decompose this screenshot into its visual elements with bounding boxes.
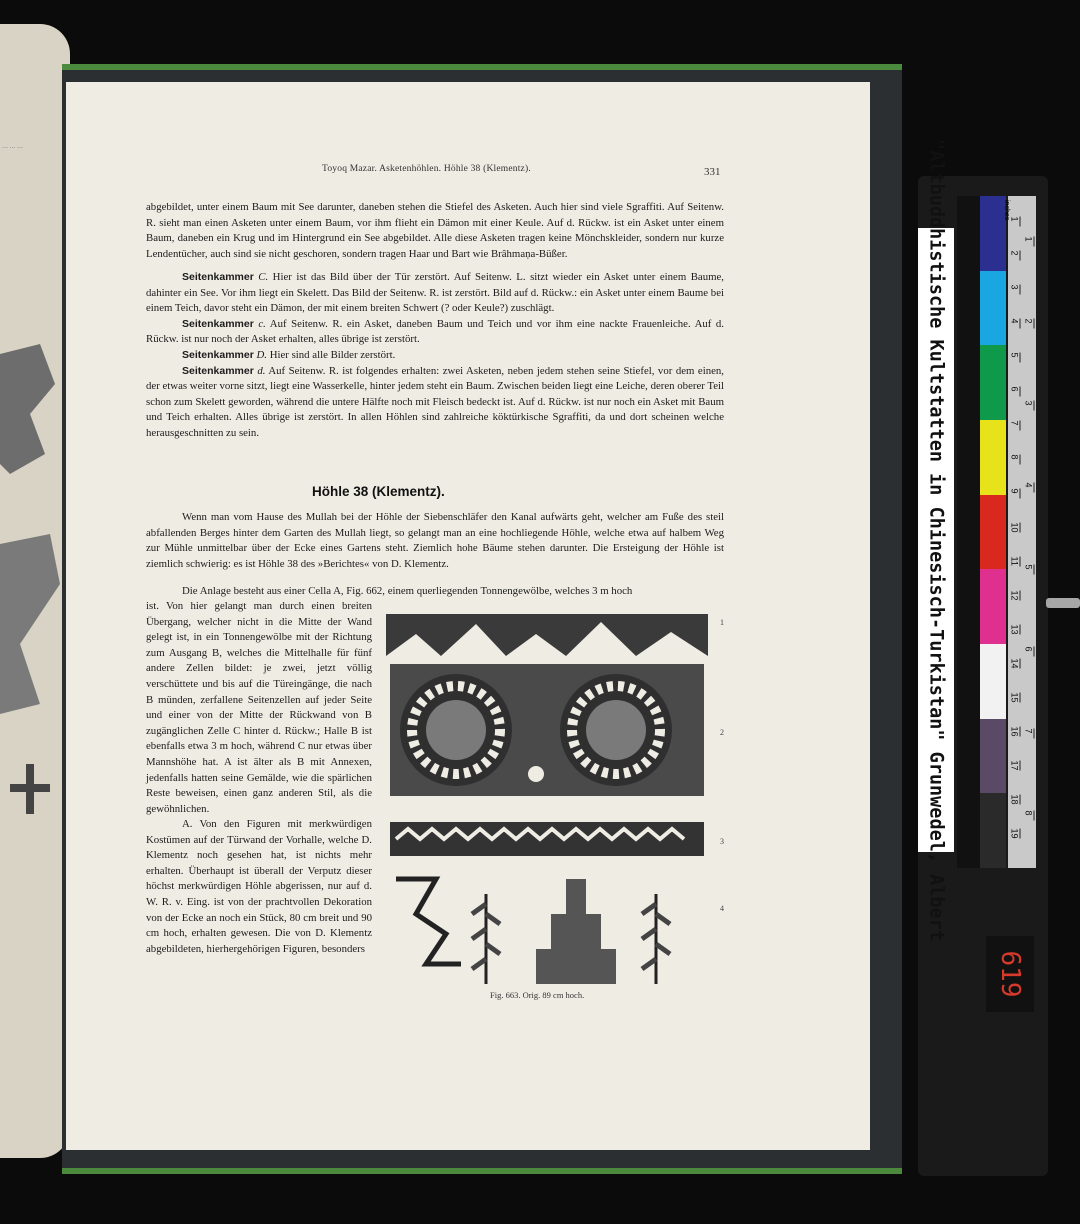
ruler-cm-tick: 14: [1009, 658, 1020, 669]
ruler-cm-tick: 8: [1010, 455, 1021, 465]
chamber-d-lower: Seitenkammer d. Auf Seitenw. R. ist folgendes erhalten: zwei Asketen, neben jedem stehen seine Stiefel, vor dem einen, der etwas weiter vorne sitzt, liegt eine Wasserkelle, hinter jedem steht ein Baum. Zwischen beiden liegt eine Leiche, deren oberer Teil schon zum Skelett geworden, während die untere Hälfte noch mit Fleisch bedeckt ist. Auf d. Rückw. ist nur noch ein Asket mit Baum und Teich erhalten. Alles übrige ist zerstört. In allen Höhlen sind zahlreiche köktürkische Sgraffiti, da und dort scheinen welche herausgeschnitten zu sein.: [146, 364, 724, 439]
ruler-inch-tick: 7: [1024, 729, 1035, 739]
ruler-cm-tick: 10: [1009, 522, 1020, 533]
figure-illustration: [386, 614, 708, 986]
ruler-cm-tick: 12: [1009, 590, 1020, 601]
chamber-d-upper: Seitenkammer D. Hier sind alle Bilder zerstört.: [182, 348, 396, 361]
left-page-edge: … … …: [0, 24, 70, 1158]
gray-scale-strip: [957, 196, 981, 868]
book-page: [66, 82, 870, 1150]
ruler-cm-tick: 19: [1009, 828, 1020, 839]
section-title: Höhle 38 (Klementz).: [312, 484, 445, 499]
chamber-list: [146, 270, 724, 442]
ruler-unit: inches: [1003, 200, 1010, 221]
color-swatch: [980, 569, 1006, 644]
color-swatch: [980, 420, 1006, 495]
ruler-inch-tick: 2: [1024, 319, 1035, 329]
scanner-knob: [1046, 598, 1080, 608]
color-swatch: [980, 644, 1006, 719]
color-swatch: [980, 271, 1006, 346]
ruler-inch-tick: 3: [1024, 401, 1035, 411]
column-text: ist. Von hier gelangt man durch einen breiten Übergang, welcher nicht in die Mitte der Wand gelegt ist, in ein Tonnengewölbe mit der Richtung zum Ausgang B, welches die Mittelhalle für fünf andere Zellen bildet: je zwei, jetzt völlig verschüttete und bis auf die Türeingänge, die nach B münden, zerfallene Seitenzellen auf jeder Seite und einer von der Mitte der Rückwand von B zugänglichen Zelle C hinter d. Rückw.; Halle B ist ebenfalls etwa 3 m hoch, während C nur etwas über Mannshöhe hat. A ist älter als B mit Annexen, jedenfalls hatten seine Gemälde, wie die spärlichen Reste beweisen, einen ganz anderen Stil, als die gewöhnlichen.: [146, 600, 372, 815]
ruler-cm-tick: 6: [1010, 387, 1021, 397]
color-swatch: [980, 719, 1006, 794]
ruler-cm-tick: 4: [1010, 319, 1021, 329]
color-swatch: [980, 345, 1006, 420]
measurement-ruler: [1003, 196, 1036, 868]
color-swatch: [980, 793, 1006, 868]
figure-row-number: 4: [720, 904, 724, 913]
ruler-inch-tick: 5: [1024, 565, 1035, 575]
archive-label: "Altbuddhistische Kultstatten in Chinesisch-Turkistan" Grunwedel, Albert: [918, 228, 954, 852]
figure-row-number: 1: [720, 618, 724, 627]
left-page-ornament: [10, 764, 50, 814]
frame-counter: 619: [986, 936, 1034, 1012]
ruler-cm-tick: 3: [1010, 285, 1021, 295]
ruler-inch-tick: 8: [1024, 811, 1035, 821]
left-page-illustration-2: [0, 524, 66, 724]
ruler-inch-tick: 6: [1024, 647, 1035, 657]
paragraph-top: abgebildet, unter einem Baum mit See darunter, daneben stehen die Stiefel des Asketen. Auch hier sind viele Sgraffiti. Auf Seitenw. R. sieht man einen Asketen unter einem Baum, vor ihm flieht ein Dämon mit einer Keule. Auf d. Rückw. ist ein Asket unter einem Baum, daneben ein Krug und im Hintergrund ein See abgebildet. Alle diese Asketen tragen keine Mönchskleider, sondern nur kurze Lendentücher, auch sind sie nicht geschoren, sondern tragen Haar und Bart wie Brâhmaṇa-Büßer.: [146, 201, 724, 260]
ruler-cm-tick: 9: [1010, 489, 1021, 499]
chamber-c-lower: Seitenkammer c. Auf Seitenw. R. ein Asket, daneben Baum und Teich und vor ihm eine nackte Frauenleiche. Auf d. Rückw. ist nur noch der Asket erhalten, alles übrige ist zerstört.: [146, 317, 724, 346]
ruler-cm-tick: 17: [1009, 760, 1020, 771]
figure-row-number: 3: [720, 837, 724, 846]
figure-caption: Fig. 663. Orig. 89 cm hoch.: [490, 990, 585, 1000]
ruler-cm-tick: 1: [1010, 217, 1021, 227]
ruler-inch-tick: 1: [1024, 237, 1035, 247]
ruler-cm-tick: 16: [1009, 726, 1020, 737]
color-swatch: [980, 495, 1006, 570]
left-page-illustration: [0, 324, 66, 484]
figure-663: [386, 614, 708, 996]
cella-line: Die Anlage besteht aus einer Cella A, Fig. 662, einem querliegenden Tonnengewölbe, welches 3 m hoch: [182, 585, 633, 597]
ruler-inch-tick: 4: [1024, 483, 1035, 493]
ruler-cm-tick: 5: [1010, 353, 1021, 363]
page-number: 331: [704, 166, 721, 178]
intro-paragraph: Wenn man vom Hause des Mullah bei der Höhle der Siebenschläfer den Kanal aufwärts geht, welcher am Fuße des steil abfallenden Berges hinter dem Garten des Mullah liegt, so gelangt man an eine hochliegende Höhle, welche etwa auf halbem Weg zur Mühle unmittelbar über der Ecke eines Gartens steht. Ziemlich hohe Bäume stehen darunter. Die Ersteigung der Höhle ist ziemlich schwierig: es ist Höhle 38 des »Berichtes« von D. Klementz.: [146, 511, 724, 570]
ruler-cm-tick: 18: [1009, 794, 1020, 805]
ruler-cm-tick: 11: [1009, 556, 1020, 566]
ruler-cm-tick: 13: [1009, 624, 1020, 635]
ruler-cm-tick: 2: [1010, 251, 1021, 261]
column-text-2: A. Von den Figuren mit merkwürdigen Kostümen auf der Türwand der Vorhalle, welche D. Klementz noch gesehen hat, ist nichts mehr erhalten. Überhaupt ist überall der Verputz dieser höchst merkwürdigen Höhle abgerissen, nur auf d. W. R. v. Eing. ist von der prachtvollen Dekoration von der Ecke an noch ein Stück, 80 cm breit und 90 cm hoch, erhalten gewesen. Die von D. Klementz abgebildeten, hierhergehörigen Figuren, besonders: [146, 818, 372, 955]
color-chart: [980, 196, 1006, 868]
ruler-cm-tick: 15: [1009, 692, 1020, 703]
chamber-c-upper: Seitenkammer C. Hier ist das Bild über der Tür zerstört. Auf Seitenw. L. sitzt wieder ein Asket unter einem Baume, dahinter ein See. Vor ihm liegt ein Skelett. Das Bild der Seitenw. R. ist zerstört. Bild auf d. Rückw.: ein Asket unter einem Baume bei einem Teich, davor steht ein Dämon, der mit einem breiten Schwert (? oder Keule?) zuschlägt.: [146, 271, 724, 315]
running-header: Toyoq Mazar. Asketenhöhlen. Höhle 38 (Klementz).: [322, 164, 531, 174]
ruler-cm-tick: 7: [1010, 421, 1021, 431]
figure-row-number: 2: [720, 728, 724, 737]
